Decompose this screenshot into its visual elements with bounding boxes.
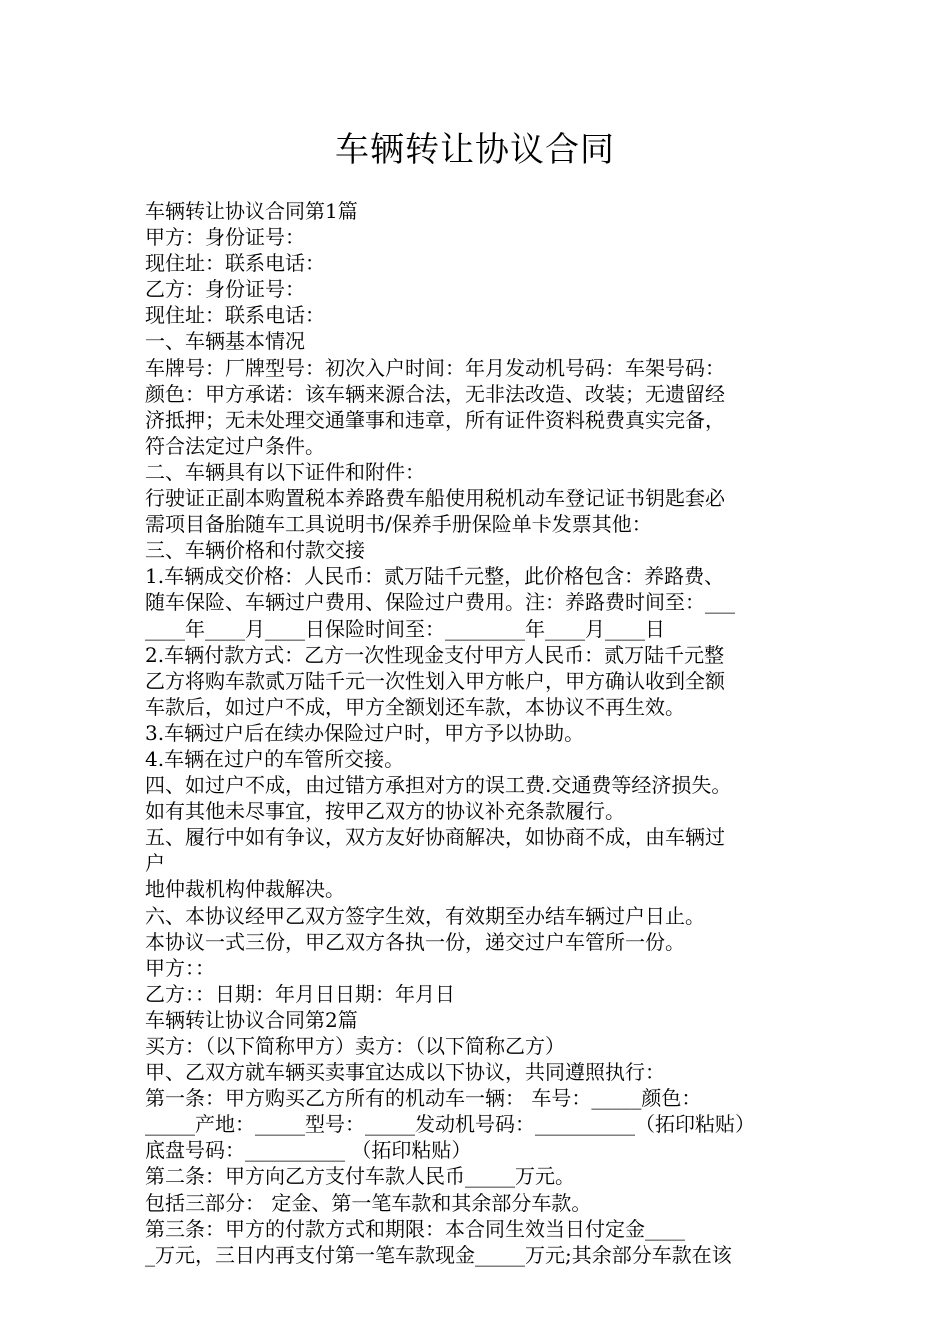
- text-line: 本协议一式三份，甲乙双方各执一份，递交过户车管所一份。: [145, 929, 685, 954]
- text-line: 包括三部分： 定金、第一笔车款和其余部分车款。: [145, 1190, 592, 1215]
- text-line: 现住址：联系电话：: [145, 251, 325, 276]
- text-line: 车牌号：厂牌型号：初次入户时间：年月发动机号码：车架号码：: [145, 355, 725, 380]
- document-title: 车辆转让协议合同: [335, 130, 615, 170]
- text-line: _____产地：_____型号：_____发动机号码：__________（拓印粘贴）: [145, 1112, 755, 1137]
- text-line: 颜色：甲方承诺：该车辆来源合法，无非法改造、改装；无遗留经: [145, 381, 725, 406]
- text-line: 车辆转让协议合同第1篇: [145, 199, 358, 223]
- text-line: 地仲裁机构仲裁解决。: [145, 877, 345, 902]
- text-line: 二、车辆具有以下证件和附件：: [145, 459, 425, 484]
- text-line: 底盘号码：__________ （拓印粘贴）: [145, 1138, 472, 1163]
- text-line: 需项目备胎随车工具说明书/保养手册保险单卡发票其他：: [145, 512, 652, 537]
- text-line: 甲方：身份证号：: [145, 225, 305, 250]
- text-line: 2.车辆付款方式：乙方一次性现金支付甲方人民币：贰万陆千元整: [145, 642, 725, 667]
- text-line: 五、履行中如有争议，双方友好协商解决，如协商不成，由车辆过: [145, 825, 725, 850]
- text-line: 如有其他未尽事宜，按甲乙双方的协议补充条款履行。: [145, 799, 625, 824]
- text-line: 济抵押；无未处理交通肇事和违章，所有证件资料税费真实完备，: [145, 407, 725, 432]
- text-line: 甲方：：: [145, 955, 215, 980]
- text-line: 第三条：甲方的付款方式和期限：本合同生效当日付定金____: [145, 1216, 685, 1241]
- text-line: 符合法定过户条件。: [145, 433, 325, 458]
- text-line: 行驶证正副本购置税本养路费车船使用税机动车登记证书钥匙套必: [145, 486, 725, 511]
- text-line: 乙方：身份证号：: [145, 277, 305, 302]
- text-line: 四、如过户不成，由过错方承担对方的误工费.交通费等经济损失。: [145, 773, 732, 798]
- text-line: 买方：（以下简称甲方）卖方：（以下简称乙方）: [145, 1034, 565, 1058]
- text-line: 现住址：联系电话：: [145, 303, 325, 328]
- text-line: 4.车辆在过户的车管所交接。: [145, 746, 405, 771]
- text-line: 3.车辆过户后在续办保险过户时，甲方予以协助。: [145, 720, 585, 745]
- text-line: 车款后，如过户不成，甲方全额划还车款，本协议不再生效。: [145, 694, 685, 719]
- text-line: 户: [145, 851, 165, 876]
- document-body: [145, 198, 825, 1268]
- text-line: 1.车辆成交价格：人民币：贰万陆千元整，此价格包含：养路费、: [145, 564, 725, 589]
- text-line: 一、车辆基本情况: [145, 329, 305, 354]
- text-line: 甲、乙双方就车辆买卖事宜达成以下协议，共同遵照执行：: [145, 1060, 665, 1085]
- text-line: 第一条：甲方购买乙方所有的机动车一辆： 车号：_____颜色：: [145, 1086, 702, 1111]
- text-line: 第二条：甲方向乙方支付车款人民币_____万元。: [145, 1164, 575, 1189]
- text-line: ____年____月____日保险时间至：________年____月____日: [145, 616, 665, 641]
- text-line: 三、车辆价格和付款交接: [145, 538, 365, 563]
- text-line: 乙方：：日期：年月日日期：年月日: [145, 981, 455, 1006]
- text-line: 车辆转让协议合同第2篇: [145, 1007, 358, 1032]
- text-line: 乙方将购车款贰万陆千元一次性划入甲方帐户，甲方确认收到全额: [145, 668, 725, 693]
- text-line: _万元，三日内再支付第一笔车款现金_____万元;其余部分车款在该: [145, 1242, 732, 1267]
- text-line: 六、本协议经甲乙双方签字生效，有效期至办结车辆过户日止。: [145, 903, 705, 928]
- text-line: 随车保险、车辆过户费用、保险过户费用。注：养路费时间至：___: [145, 590, 735, 615]
